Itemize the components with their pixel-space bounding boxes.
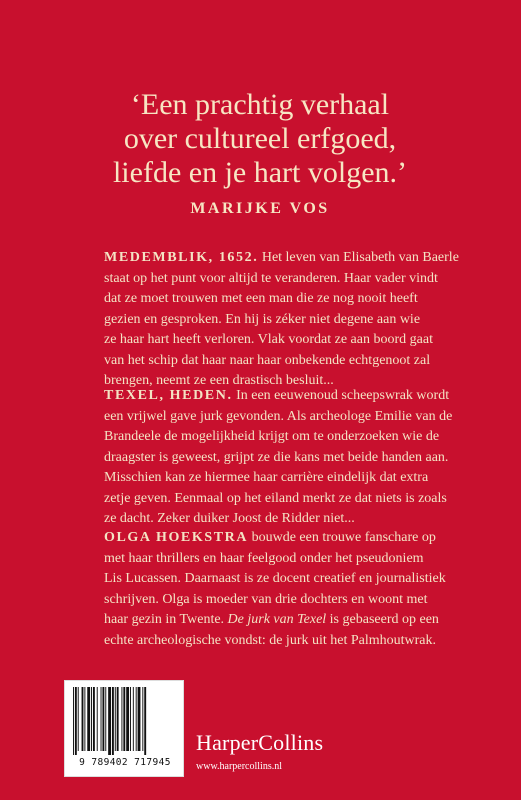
blurb-past <box>104 248 459 392</box>
blurb-line: van het schip dat haar naar haar onbekende echtgenoot zal <box>104 352 431 368</box>
blurb-line <box>104 248 459 269</box>
book-title: De jurk van Texel <box>227 612 327 627</box>
blurb-line: gezien en gesproken. En hij is zéker niet degene aan wie <box>104 311 421 327</box>
barcode-bar <box>138 687 141 751</box>
author-name: OLGA HOEKSTRA <box>104 530 249 545</box>
barcode-bar <box>142 687 143 751</box>
bio-line <box>104 528 434 549</box>
barcode-bar <box>123 687 125 751</box>
barcode-bars <box>71 687 177 755</box>
quote-line: liefde en je hart volgen.’ <box>112 156 408 189</box>
blurb-line: dat ze moet trouwen met een man die ze nog nooit heeft <box>104 291 418 306</box>
barcode-bar <box>101 687 102 751</box>
barcode-bar <box>84 687 85 751</box>
author-bio <box>104 528 446 651</box>
barcode-bar <box>91 687 92 751</box>
blurb-line: draagster is geweest, grijpt ze die kans met beide handen aan. <box>104 449 449 465</box>
barcode-bar <box>117 687 119 751</box>
blurb-line: staat op het punt voor altijd te veranderen. Haar vader vindt <box>104 270 438 286</box>
barcode-bar <box>87 687 90 751</box>
barcode-bar <box>144 687 146 755</box>
barcode-bar <box>130 687 131 751</box>
barcode-bar <box>115 687 116 751</box>
blurb-line: een vrijwel gave jurk gevonden. Als archeologe Emilie van de <box>104 408 453 424</box>
quote-line: ‘Een prachtig verhaal <box>130 88 390 121</box>
blurb-line <box>104 386 450 407</box>
blurb-line: Misschien kan ze hiermee haar carrière eindelijk dat extra <box>104 470 429 485</box>
barcode-bar <box>126 687 129 751</box>
blurb-line: Brandeele de mogelijkheid krijgt om te onderzoeken wie de <box>104 429 440 444</box>
barcode-bar <box>75 687 77 755</box>
barcode-bar <box>136 687 137 751</box>
isbn-digits: 9 789402 717945 <box>79 757 171 768</box>
barcode-bar <box>121 687 122 751</box>
blurb-line: zetje geven. Eenmaal op het eiland merkt ze dat niets is zoals <box>104 490 447 506</box>
blurb-present <box>104 386 453 530</box>
bio-line: echte archeologische vondst: de jurk uit het Palmhoutwrak. <box>104 632 437 648</box>
barcode-bar <box>93 687 95 751</box>
bio-line: Lis Lucassen. Daarnaast is ze docent creatief en journalistiek <box>104 571 446 586</box>
barcode-bar <box>73 687 74 755</box>
isbn-barcode <box>64 680 184 777</box>
blurb-line: brengen, neemt ze een drastisch besluit... <box>104 373 334 388</box>
barcode-bar <box>102 687 104 751</box>
blurb-text: In een eeuwenoud scheepswrak wordt <box>232 388 450 403</box>
publisher-logo: HarperCollins <box>196 730 324 755</box>
bio-line: met haar thrillers en haar feelgood onder het pseudoniem <box>104 550 424 566</box>
review-quote <box>60 88 460 190</box>
blurb-text: Het leven van Elisabeth van Baerle <box>258 250 459 265</box>
blurb-line: ze dacht. Zeker duiker Joost de Ridder niet... <box>104 511 355 526</box>
bio-line <box>104 610 439 631</box>
barcode-bar <box>82 687 84 751</box>
bio-text: is gebaseerd op een <box>326 612 439 627</box>
barcode-bar <box>112 687 114 755</box>
blurb-lead: TEXEL, HEDEN. <box>104 388 233 403</box>
quote-line: over cultureel erfgoed, <box>123 122 397 155</box>
barcode-bar <box>133 687 134 751</box>
bio-line: schrijven. Olga is moeder van drie dochters en woont met <box>104 591 428 607</box>
bio-text: haar gezin in Twente. <box>104 612 228 627</box>
blurb-line: ze haar hart heeft verloren. Vlak voordat ze aan boord gaat <box>104 332 433 347</box>
blurb-lead: MEDEMBLIK, 1652. <box>104 250 259 265</box>
barcode-bar <box>108 687 111 755</box>
quote-author: MARIJKE VOS <box>190 200 330 217</box>
publisher-url[interactable]: www.harpercollins.nl <box>196 761 282 772</box>
barcode-bar <box>78 687 79 751</box>
barcode-bar <box>105 687 106 751</box>
barcode-bar <box>97 687 98 751</box>
bio-text: bouwde een trouwe fanschare op <box>248 530 436 545</box>
